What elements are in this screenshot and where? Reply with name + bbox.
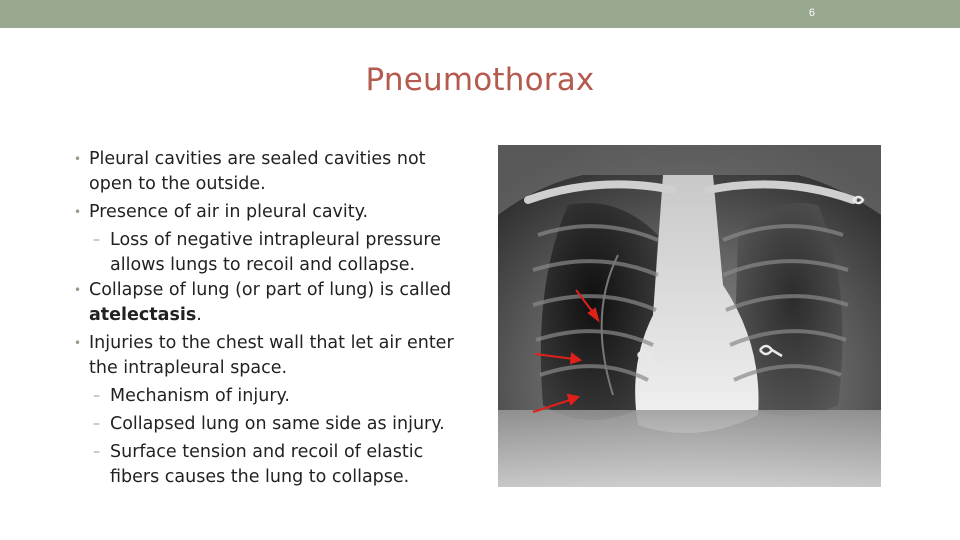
bullet-text: Presence of air in pleural cavity. [89,202,369,222]
bold-term: atelectasis [89,305,197,325]
dash-icon: – [93,232,100,248]
sub-bullet-item [74,384,474,409]
bullet-list [74,147,474,490]
dash-icon: – [93,416,100,432]
dash-icon: – [93,444,100,460]
bullet-text: Collapse of lung (or part of lung) is called [89,280,452,300]
bullet-icon: • [74,283,82,297]
bullet-icon: • [74,205,82,219]
chest-xray-image [498,145,881,487]
bullet-item [74,278,474,328]
bullet-item [74,331,474,381]
sub-bullet-text: Collapsed lung on same side as injury. [110,414,445,434]
bullet-text: Pleural cavities are sealed cavities not open to the outside. [89,149,426,194]
sub-bullet-text: Mechanism of injury. [110,386,290,406]
bullet-item [74,200,474,225]
dash-icon: – [93,388,100,404]
slide-title: Pneumothorax [365,62,595,98]
bullet-item [74,147,474,197]
sub-bullet-item [74,440,474,490]
slide-number: 6 [808,7,815,19]
sub-bullet-text: Surface tension and recoil of elastic fibers causes the lung to collapse. [110,442,424,487]
sub-bullet-item [74,228,474,278]
sub-bullet-item [74,412,474,437]
bullet-text: . [196,305,202,325]
sub-bullet-text: Loss of negative intrapleural pressure allows lungs to recoil and collapse. [110,230,441,275]
slide-top-bar [0,0,960,28]
bullet-icon: • [74,152,82,166]
bullet-text: Injuries to the chest wall that let air enter the intrapleural space. [89,333,454,378]
bullet-icon: • [74,336,82,350]
